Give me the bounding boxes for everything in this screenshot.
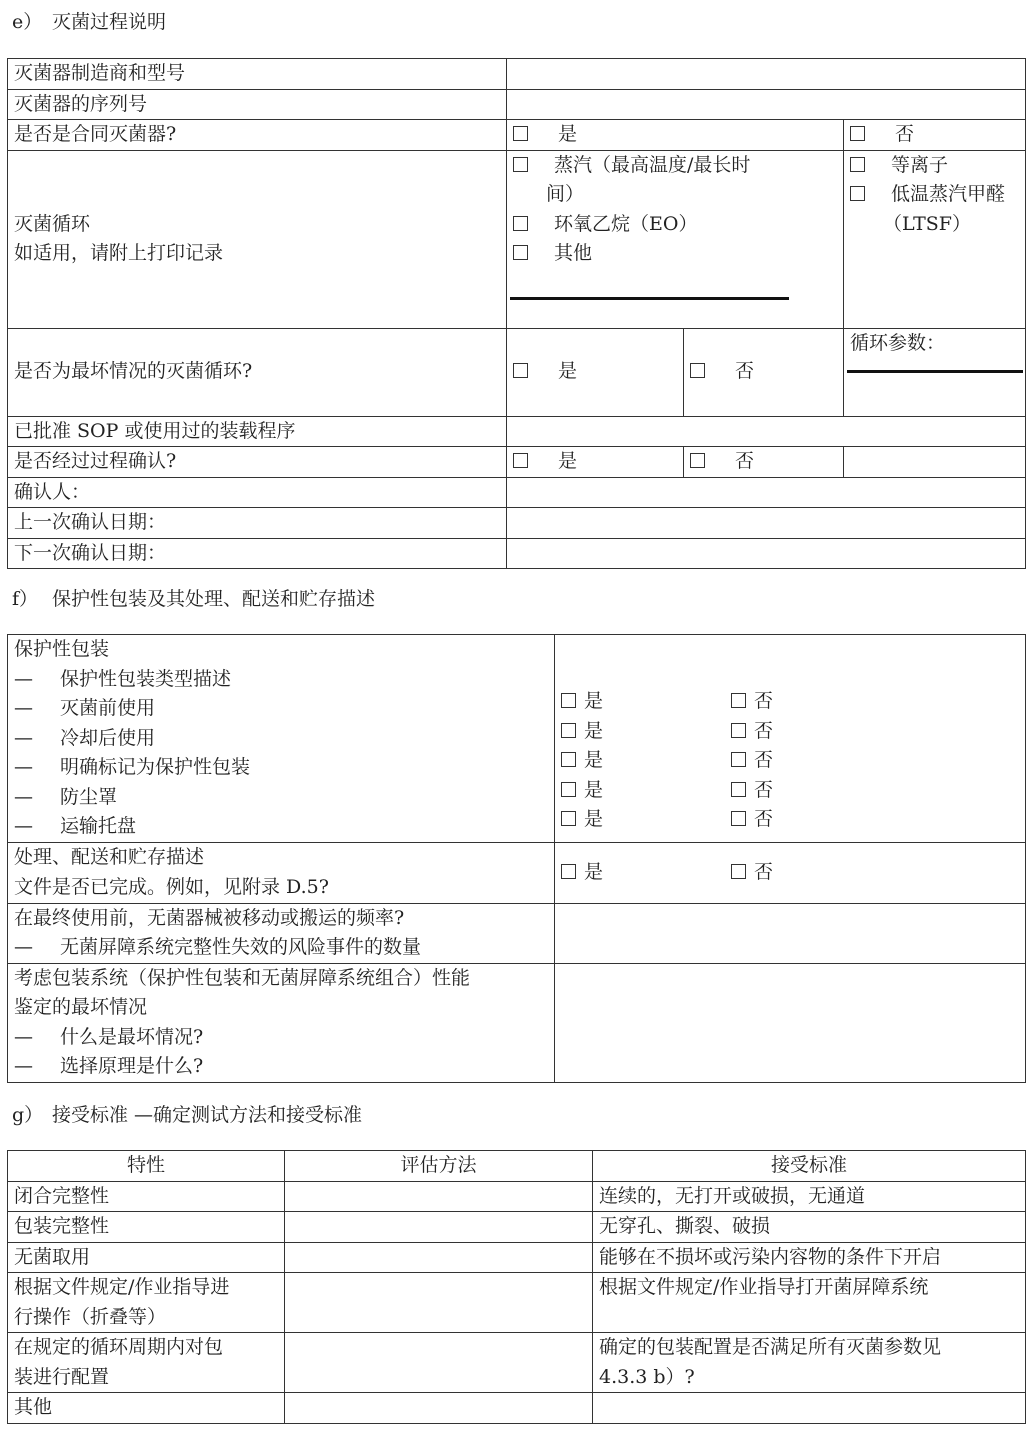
option-eo[interactable]: 环氧乙烷（EO） [513,210,843,240]
worst-line2: 鉴定的最坏情况 [14,996,148,1018]
choice-pair: 是 否 [561,746,1019,776]
method-cell[interactable] [285,1333,593,1393]
checkbox-icon[interactable] [690,453,705,468]
row-frequency [8,903,1026,963]
section-g-heading [12,1101,362,1131]
row-manufacturer [8,59,1026,90]
option-ltsf[interactable]: 低温蒸汽甲醛 [850,180,1019,210]
table-row [8,1333,1026,1393]
yes-label: 是 [558,360,578,383]
checkbox-icon[interactable] [850,126,865,141]
table-row [8,1273,1026,1333]
method-cell[interactable] [285,1393,593,1424]
packaging-table [7,634,1026,1083]
section-f-label: f） [12,588,39,610]
checkbox-icon[interactable] [513,363,528,378]
checkbox-icon[interactable] [850,157,865,172]
checkbox-icon[interactable] [513,126,528,141]
acceptance-table [7,1150,1026,1424]
worst-no-cell[interactable] [684,328,844,416]
feature-cell: 包装完整性 [8,1212,285,1243]
option-other[interactable]: 其他 [513,239,843,269]
section-f-heading [12,585,375,615]
option-plasma[interactable]: 等离子 [850,151,1019,181]
label-worst-case: 是否为最坏情况的灭菌循环? [8,328,507,416]
choice-pair: 是 否 [561,687,1019,717]
section-e-label: e） [12,11,43,33]
label-cycle [8,150,507,328]
option-ltsf-cont: （LTSF） [883,212,971,235]
label-confirmer: 确认人： [8,477,507,508]
criteria-cell: 无穿孔、撕裂、破损 [593,1212,1026,1243]
criteria-cell: 能够在不损坏或污染内容物的条件下开启 [593,1242,1026,1273]
validated-extra-cell[interactable] [844,447,1026,478]
row-serial [8,89,1026,120]
choice-pair: 是 否 [561,805,1019,835]
table-row [8,1393,1026,1424]
feature-cell: 无菌取用 [8,1242,285,1273]
checkbox-icon[interactable] [561,782,576,797]
yes-label: 是 [558,123,578,145]
frequency-line1: 在最终使用前，无菌器械被移动或搬运的频率? [14,906,405,929]
row-protective [8,635,1026,843]
checkbox-icon[interactable] [731,811,746,826]
field-frequency[interactable] [555,903,1026,963]
criteria-cell[interactable] [593,1393,1026,1424]
field-manufacturer[interactable] [507,59,1026,90]
row-validated [8,447,1026,478]
frequency-item: — 无菌屏障系统完整性失效的风险事件的数量 [14,936,422,958]
checkbox-icon[interactable] [731,864,746,879]
section-g-label: g） [12,1104,44,1126]
method-cell[interactable] [285,1181,593,1212]
checkbox-icon[interactable] [690,363,705,378]
worst-item: — 什么是最坏情况? [14,1025,204,1048]
row-cycle [8,150,1026,328]
option-steam-cont: 间） [546,183,585,205]
sterilization-table [7,58,1026,569]
field-last-date[interactable] [507,508,1026,539]
checkbox-icon[interactable] [513,216,528,231]
option-steam[interactable]: 蒸汽（最高温度/最长时 [513,151,843,181]
worst-item: — 选择原理是什么? [14,1055,204,1077]
row-next-date [8,538,1026,569]
label-validated: 是否经过过程确认? [8,447,507,478]
frequency-label-cell [8,903,555,963]
choice-pair: 是 否 [561,717,1019,747]
checkbox-icon[interactable] [513,157,528,172]
method-cell[interactable] [285,1242,593,1273]
method-cell[interactable] [285,1273,593,1333]
checkbox-icon[interactable] [561,693,576,708]
contract-no-cell[interactable] [844,120,1026,151]
protective-item: — 明确标记为保护性包装 [14,756,251,778]
table-row [8,1181,1026,1212]
feature-cell: 其他 [8,1393,285,1424]
checkbox-icon[interactable] [731,782,746,797]
protective-title: 保护性包装 [14,638,110,660]
checkbox-icon[interactable] [513,453,528,468]
checkbox-icon[interactable] [731,693,746,708]
contract-yes-cell[interactable] [507,120,844,151]
label-manufacturer: 灭菌器制造商和型号 [8,59,507,90]
table-row [8,1242,1026,1273]
header-criteria: 接受标准 [593,1151,1026,1182]
handling-choices-cell [555,842,1026,903]
validated-yes-cell[interactable] [507,447,684,478]
cycle-params-label: 循环参数： [850,331,946,354]
label-contract: 是否是合同灭菌器? [8,120,507,151]
field-worst-packaging[interactable] [555,963,1026,1082]
table-row [8,1212,1026,1243]
worst-yes-cell[interactable] [507,328,684,416]
feature-cell: 闭合完整性 [8,1181,285,1212]
label-next-date: 下一次确认日期： [8,538,507,569]
cycle-options-right [844,150,1026,328]
method-cell[interactable] [285,1212,593,1243]
cycle-note: 如适用，请附上打印记录 [14,242,224,264]
protective-item: — 灭菌前使用 [14,697,156,719]
cycle-params-fill-line[interactable] [847,370,1023,373]
field-serial[interactable] [507,89,1026,120]
checkbox-icon[interactable] [731,752,746,767]
label-serial: 灭菌器的序列号 [8,89,507,120]
cycle-title: 灭菌循环 [14,212,91,235]
protective-item: — 冷却后使用 [14,726,156,749]
field-confirmer[interactable] [507,477,1026,508]
no-label: 否 [895,123,915,145]
row-confirmer [8,477,1026,508]
choice-pair: 是 否 [561,858,1019,888]
label-last-date: 上一次确认日期： [8,508,507,539]
validated-no-cell[interactable] [684,447,844,478]
cycle-options-left [507,150,844,328]
criteria-cell: 连续的，无打开或破损，无通道 [593,1181,1026,1212]
row-sop [8,416,1026,447]
choice-pair: 是 否 [561,776,1019,806]
feature-cell: 根据文件规定/作业指导进 行操作（折叠等） [8,1273,285,1333]
protective-label-cell [8,635,555,843]
section-e-heading [12,8,166,38]
worst-line1: 考虑包装系统（保护性包装和无菌屏障系统组合）性能 [14,966,471,989]
header-feature: 特性 [8,1151,285,1182]
row-worst-packaging [8,963,1026,1082]
checkbox-icon[interactable] [731,723,746,738]
row-worst-case [8,328,1026,416]
criteria-cell: 根据文件规定/作业指导打开菌屏障系统 [593,1273,1026,1333]
other-fill-line[interactable] [510,297,789,300]
section-e-title: 灭菌过程说明 [52,11,167,33]
field-next-date[interactable] [507,538,1026,569]
checkbox-icon[interactable] [561,752,576,767]
label-sop: 已批准 SOP 或使用过的装载程序 [8,416,507,447]
protective-choices-cell [555,635,1026,843]
handling-line2: 文件是否已完成。例如，见附录 D.5? [14,875,329,898]
checkbox-icon[interactable] [850,186,865,201]
row-last-date [8,508,1026,539]
no-label: 否 [735,360,755,383]
protective-item: — 防尘罩 [14,785,118,808]
row-handling [8,842,1026,903]
protective-item: — 保护性包装类型描述 [14,667,232,690]
checkbox-icon[interactable] [561,864,576,879]
acceptance-header-row [8,1151,1026,1182]
checkbox-icon[interactable] [561,811,576,826]
feature-cell: 在规定的循环周期内对包 装进行配置 [8,1333,285,1393]
handling-line1: 处理、配送和贮存描述 [14,846,205,868]
handling-label-cell [8,842,555,903]
yes-label: 是 [558,450,578,472]
header-method: 评估方法 [285,1151,593,1182]
field-sop[interactable] [507,416,1026,447]
cycle-params-cell [844,328,1026,416]
checkbox-icon[interactable] [561,723,576,738]
criteria-cell: 确定的包装配置是否满足所有灭菌参数见 4.3.3 b）? [593,1333,1026,1393]
row-contract [8,120,1026,151]
section-f-title: 保护性包装及其处理、配送和贮存描述 [52,588,376,610]
worst-packaging-label-cell [8,963,555,1082]
no-label: 否 [735,450,755,472]
section-g-title: 接受标准 —确定测试方法和接受标准 [52,1104,363,1126]
protective-item: — 运输托盘 [14,815,137,837]
checkbox-icon[interactable] [513,245,528,260]
